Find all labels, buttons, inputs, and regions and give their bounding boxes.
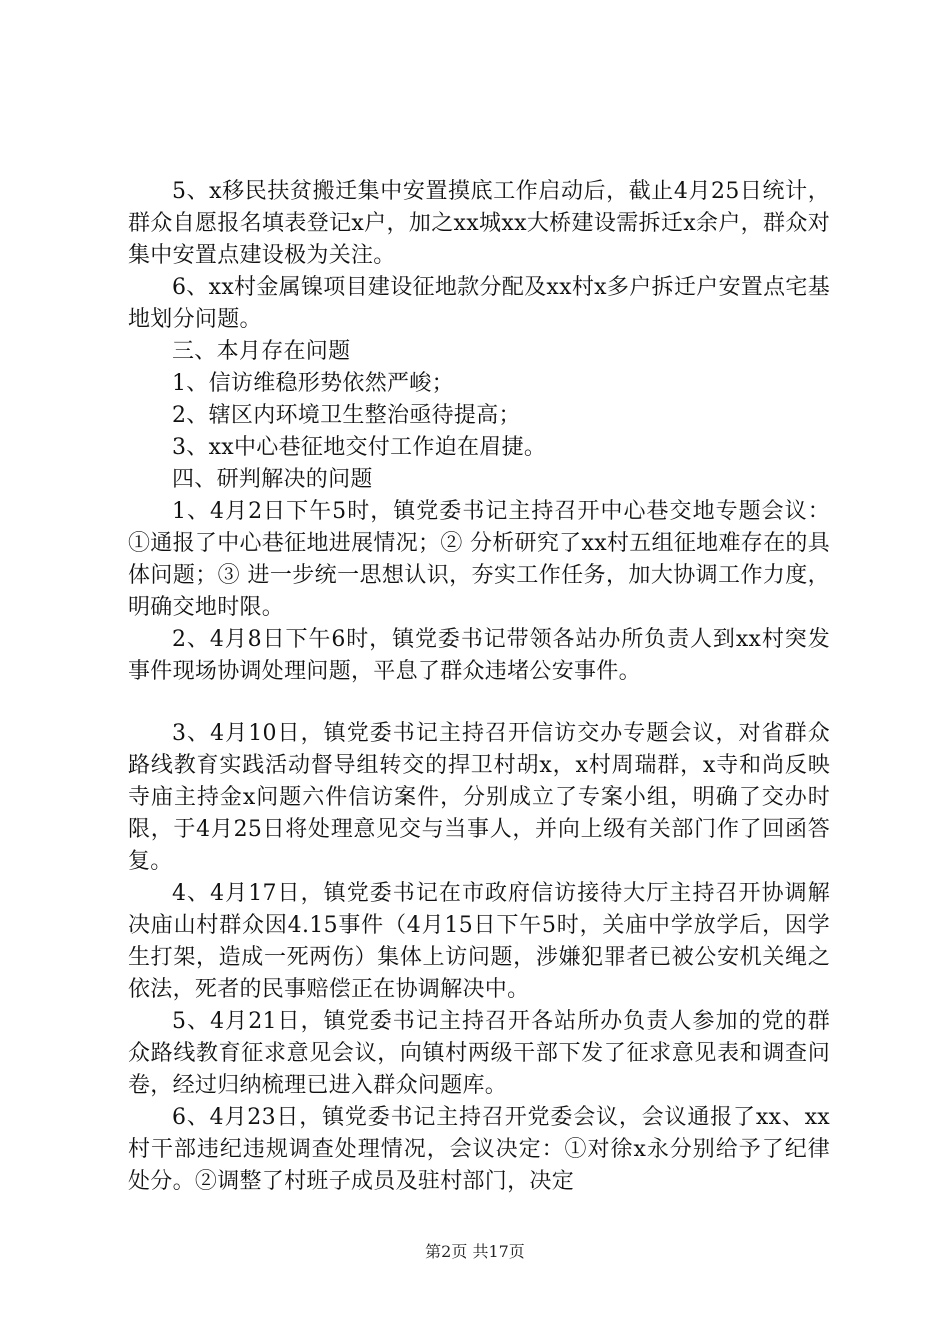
paragraph-item-6-nickel-project: 6、xx村金属镍项目建设征地款分配及xx村x多户拆迁户安置点宅基地划分问题。	[128, 275, 830, 332]
resolved-item-1: 1、4月2日下午5时，镇党委书记主持召开中心巷交地专题会议：①通报了中心巷征地进展情况；② 分析研究了xx村五组征地难存在的具体问题；③ 进一步统一思想认识，夯实工作任务，加大协调工作力度，明确交地时限。	[128, 499, 830, 620]
resolved-item-2: 2、4月8日下午6时，镇党委书记带领各站办所负责人到xx村突发事件现场协调处理问题，平息了群众违堵公安事件。	[128, 627, 830, 684]
resolved-item-5: 5、4月21日，镇党委书记主持召开各站所办负责人参加的党的群众路线教育征求意见会议，向镇村两级干部下发了征求意见表和调查问卷，经过归纳梳理已进入群众问题库。	[128, 1009, 830, 1098]
page-number-footer: 第2页 共17页	[425, 1242, 525, 1261]
section-heading-resolved: 四、研判解决的问题	[172, 467, 373, 492]
document-body	[128, 176, 830, 1198]
paragraph-gap	[128, 688, 830, 718]
problem-item-2: 2、辖区内环境卫生整治亟待提高；	[172, 403, 521, 428]
resolved-item-6: 6、4月23日，镇党委书记主持召开党委会议，会议通报了xx、xx村干部违纪违规调查处理情况，会议决定：①对徐x永分别给予了纪律处分。②调整了村班子成员及驻村部门，决定	[128, 1105, 830, 1194]
paragraph-item-5-resettlement: 5、x移民扶贫搬迁集中安置摸底工作启动后，截止4月25日统计，群众自愿报名填表登记x户，加之xx城xx大桥建设需拆迁x余户，群众对集中安置点建设极为关注。	[128, 179, 830, 268]
problem-item-1: 1、信访维稳形势依然严峻；	[172, 371, 454, 396]
resolved-item-3: 3、4月10日，镇党委书记主持召开信访交办专题会议，对省群众路线教育实践活动督导组转交的捍卫村胡x，x村周瑞群，x寺和尚反映寺庙主持金x问题六件信访案件，分别成立了专案小组，明确了交办时限，于4月25日将处理意见交与当事人，并向上级有关部门作了回函答复。	[128, 721, 830, 874]
resolved-item-4: 4、4月17日，镇党委书记在市政府信访接待大厅主持召开协调解决庙山村群众因4.15事件（4月15日下午5时，关庙中学放学后，因学生打架，造成一死两伤）集体上访问题，涉嫌犯罪者已被公安机关绳之依法，死者的民事赔偿正在协调解决中。	[128, 881, 830, 1002]
problem-item-3: 3、xx中心巷征地交付工作迫在眉捷。	[172, 435, 547, 460]
section-heading-problems: 三、本月存在问题	[172, 339, 351, 364]
